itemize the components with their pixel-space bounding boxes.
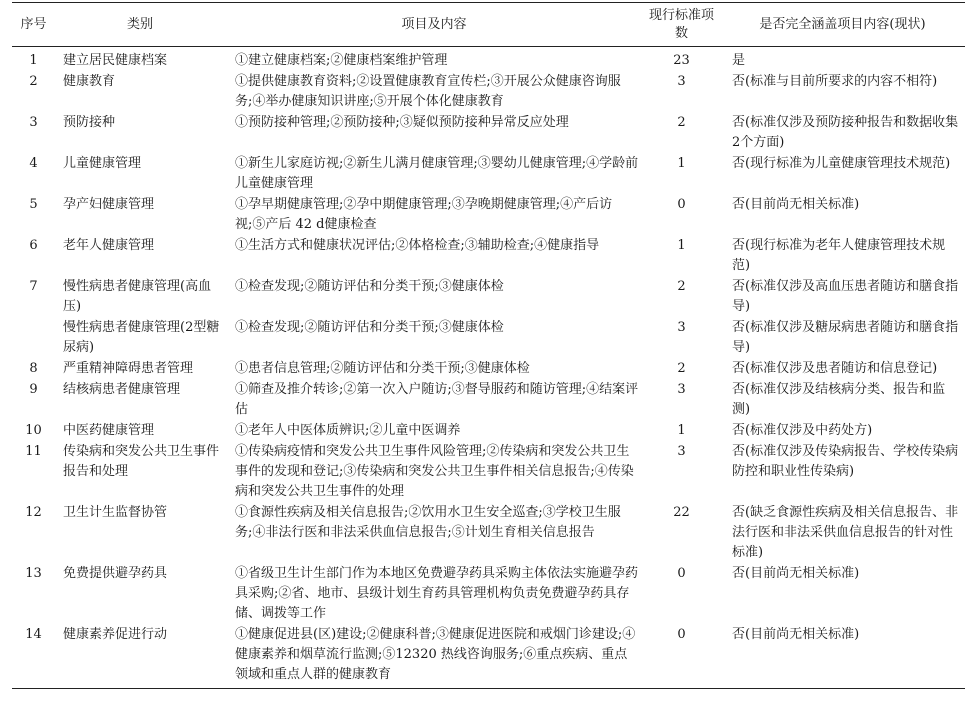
cell-coverage: 否(标准与目前所要求的内容不相符) — [732, 74, 938, 89]
cell-items: ①检查发现;②随访评估和分类干预;③健康体检 — [235, 320, 504, 335]
cell-items: ①传染病疫情和突发公共卫生事件风险管理;②传染病和突发公共卫生事件的发现和登记;③传染病和突发公共卫生事件相关信息报告;④传染病和突发公共卫生事件的处理 — [235, 444, 634, 499]
cell-no: 11 — [25, 444, 42, 459]
table-row — [12, 318, 965, 359]
cell-category: 健康素养促进行动 — [55, 625, 225, 689]
cell-category: 建立居民健康档案 — [63, 53, 168, 68]
cell-no: 1 — [29, 53, 38, 68]
cell-no: 9 — [29, 382, 38, 397]
cell-items: ①新生儿家庭访视;②新生儿满月健康管理;③婴幼儿健康管理;④学龄前儿童健康管理 — [235, 156, 639, 191]
cell-coverage: 否(目前尚无相关标准) — [732, 566, 860, 581]
table-row — [12, 380, 965, 421]
cell-count: 0 — [643, 625, 720, 689]
cell-category: 严重精神障碍患者管理 — [63, 361, 194, 376]
cell-no: 5 — [29, 197, 38, 212]
table-row — [12, 72, 965, 113]
table-header-row — [12, 3, 965, 47]
cell-items: ①健康促进县(区)建设;②健康科普;③健康促进医院和戒烟门诊建设;④健康素养和烟草流行监测;⑤12320 热线咨询服务;⑥重点疾病、重点领域和重点人群的健康教育 — [225, 625, 643, 689]
cell-no: 2 — [29, 74, 38, 89]
cell-no: 8 — [29, 361, 38, 376]
cell-coverage: 否(目前尚无相关标准) — [720, 625, 965, 689]
header-category: 类别 — [55, 3, 225, 47]
table-row — [12, 113, 965, 154]
cell-category: 孕产妇健康管理 — [63, 197, 155, 212]
cell-coverage: 否(标准仅涉及传染病报告、学校传染病防控和职业性传染病) — [732, 444, 959, 479]
cell-items: ①检查发现;②随访评估和分类干预;③健康体检 — [235, 279, 504, 294]
cell-coverage: 否(现行标准为老年人健康管理技术规范) — [732, 238, 946, 273]
cell-no: 7 — [29, 279, 38, 294]
cell-category: 中医药健康管理 — [63, 423, 155, 438]
service-standards-table — [12, 2, 965, 689]
cell-items: ①食源性疾病及相关信息报告;②饮用水卫生安全巡查;③学校卫生服务;④非法行医和非法采供血信息报告;⑤计划生育相关信息报告 — [235, 505, 621, 540]
cell-count: 23 — [673, 53, 690, 68]
cell-coverage: 否(目前尚无相关标准) — [732, 197, 860, 212]
table-row — [12, 625, 965, 689]
table-row — [12, 277, 965, 318]
header-no: 序号 — [12, 3, 55, 47]
cell-category: 健康教育 — [63, 74, 116, 89]
table-row — [12, 195, 965, 236]
cell-coverage: 否(标准仅涉及高血压患者随访和膳食指导) — [732, 279, 959, 314]
cell-no: 4 — [29, 156, 38, 171]
table-row — [12, 47, 965, 73]
cell-category: 慢性病患者健康管理(高血压) — [63, 279, 212, 314]
cell-category: 结核病患者健康管理 — [63, 382, 181, 397]
cell-count: 1 — [677, 238, 686, 253]
cell-items: ①生活方式和健康状况评估;②体格检查;③辅助检查;④健康指导 — [235, 238, 600, 253]
cell-category: 卫生计生监督协管 — [63, 505, 168, 520]
table-body — [12, 47, 965, 689]
cell-count: 0 — [677, 566, 686, 581]
cell-count: 2 — [677, 361, 686, 376]
header-items: 项目及内容 — [225, 3, 643, 47]
cell-category: 免费提供避孕药具 — [63, 566, 168, 581]
cell-count: 2 — [677, 279, 686, 294]
cell-items: ①省级卫生计生部门作为本地区免费避孕药具采购主体依法实施避孕药具采购;②省、地市、县级计划生育药具管理机构负责免费避孕药具存储、调拨等工作 — [235, 566, 639, 621]
cell-category: 老年人健康管理 — [63, 238, 155, 253]
table-row — [12, 564, 965, 625]
table-row — [12, 154, 965, 195]
cell-coverage: 否(标准仅涉及糖尿病患者随访和膳食指导) — [732, 320, 959, 355]
table-row — [12, 503, 965, 564]
table-row — [12, 442, 965, 503]
table-row — [12, 421, 965, 442]
cell-no: 10 — [25, 423, 42, 438]
cell-category: 儿童健康管理 — [63, 156, 142, 171]
cell-category: 慢性病患者健康管理(2型糖尿病) — [63, 320, 220, 355]
cell-items: ①孕早期健康管理;②孕中期健康管理;③孕晚期健康管理;④产后访视;⑤产后 42 d健康检查 — [235, 197, 613, 232]
cell-count: 0 — [677, 197, 686, 212]
cell-no: 6 — [29, 238, 38, 253]
cell-no: 12 — [25, 505, 42, 520]
cell-count: 3 — [677, 444, 686, 459]
cell-count: 2 — [677, 115, 686, 130]
cell-coverage: 否(标准仅涉及患者随访和信息登记) — [732, 361, 938, 376]
header-count: 现行标准项数 — [643, 3, 720, 47]
cell-no: 14 — [12, 625, 55, 689]
cell-coverage: 否(标准仅涉及预防接种报告和数据收集2个方面) — [732, 115, 959, 150]
header-coverage: 是否完全涵盖项目内容(现状) — [720, 3, 965, 47]
cell-count: 1 — [677, 156, 686, 171]
cell-items: ①建立健康档案;②健康档案维护管理 — [235, 53, 448, 68]
cell-count: 22 — [673, 505, 690, 520]
cell-count: 3 — [677, 382, 686, 397]
cell-items: ①预防接种管理;②预防接种;③疑似预防接种异常反应处理 — [235, 115, 569, 130]
table-row — [12, 236, 965, 277]
cell-no: 13 — [25, 566, 42, 581]
cell-coverage: 否(现行标准为儿童健康管理技术规范) — [732, 156, 951, 171]
cell-coverage: 否(缺乏食源性疾病及相关信息报告、非法行医和非法采供血信息报告的针对性标准) — [732, 505, 959, 560]
cell-no — [12, 318, 55, 359]
cell-coverage: 是 — [732, 53, 746, 68]
table-row — [12, 359, 965, 380]
cell-items: ①提供健康教育资料;②设置健康教育宣传栏;③开展公众健康咨询服务;④举办健康知识讲座;⑤开展个体化健康教育 — [235, 74, 621, 109]
cell-coverage: 否(标准仅涉及中药处方) — [732, 423, 873, 438]
cell-count: 3 — [677, 74, 686, 89]
cell-category: 传染病和突发公共卫生事件报告和处理 — [63, 444, 220, 479]
cell-items: ①患者信息管理;②随访评估和分类干预;③健康体检 — [235, 361, 530, 376]
cell-items: ①筛查及推介转诊;②第一次入户随访;③督导服药和随访管理;④结案评估 — [235, 382, 639, 417]
cell-count: 3 — [677, 320, 686, 335]
cell-no: 3 — [29, 115, 38, 130]
cell-items: ①老年人中医体质辨识;②儿童中医调养 — [235, 423, 461, 438]
cell-category: 预防接种 — [63, 115, 116, 130]
cell-count: 1 — [677, 423, 686, 438]
cell-coverage: 否(标准仅涉及结核病分类、报告和监测) — [732, 382, 946, 417]
